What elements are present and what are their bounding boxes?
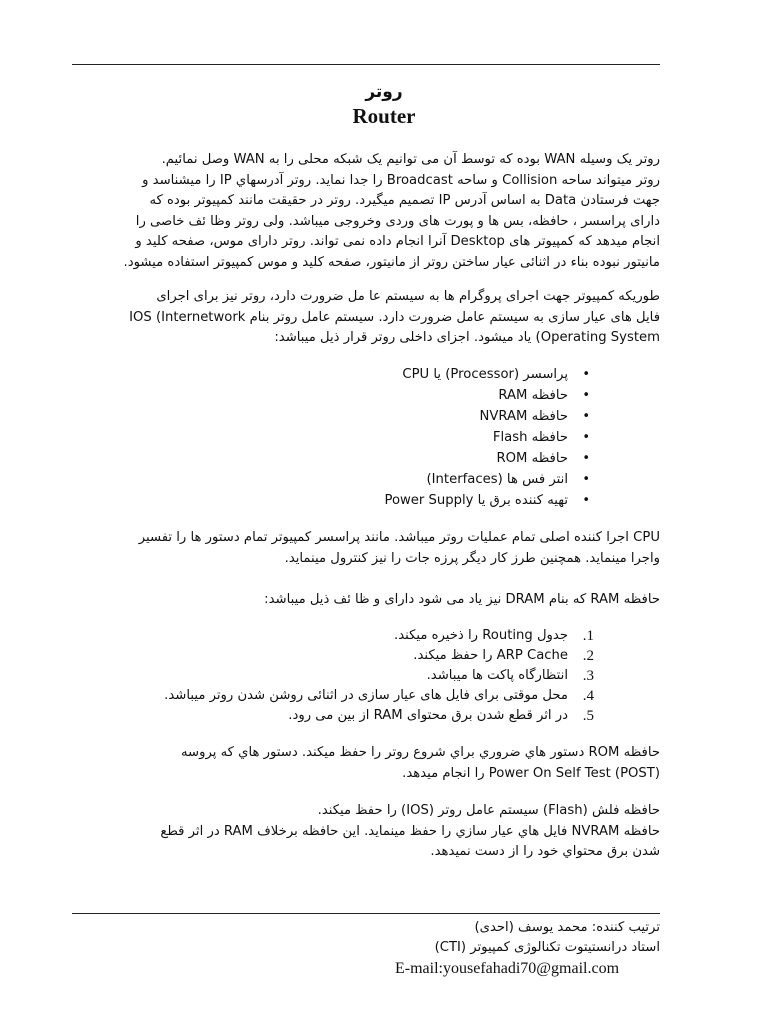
text-line: طوریکه کمپیوتر جهت اجرای پروگرام ها به سیستم عا مل ضرورت دارد، روتر نیز برای اجرای <box>156 289 660 304</box>
text-line: حافظه NVRAM فایل هاي عیار سازي را حفظ مینماید. این حافظه برخلاف RAM در اثر قطع <box>160 823 660 839</box>
text-line: شدن برق محتواي خود را از دست نمیدهد. <box>430 844 660 859</box>
page-title-persian: روتر <box>365 82 403 102</box>
list-item <box>100 666 594 686</box>
list-item: • حافظه NVRAM <box>300 406 590 427</box>
item-number: 1. <box>582 628 594 644</box>
text-line: جهت فرستادن Data به اساس آدرس IP تصمیم میگیرد. روتر در حقیقت مانند کمپیوتر بوده که <box>149 193 660 208</box>
list-item <box>100 646 594 666</box>
list-item: • حافظه Flash <box>300 427 590 448</box>
author-position: استاد درانستیتوت تکنالوژی کمپیوتر (CTI) <box>434 940 660 955</box>
cpu-paragraph <box>72 528 660 569</box>
item-number: 5. <box>582 708 594 724</box>
text-line: انجام میدهد که کمپیوتر های Desktop آنرا انجام داده نمی تواند. روتر دارای موس، صفحه کلید و <box>135 234 660 249</box>
footer-author <box>72 918 660 958</box>
author-email: E-mail:yousefahadi70@gmail.com <box>395 960 620 977</box>
flash-nvram-paragraph <box>72 801 660 863</box>
item-text: انتظارگاه پاکت ها میباشد. <box>426 668 568 683</box>
header-rule <box>72 64 660 65</box>
router-components-list <box>300 364 590 511</box>
text-line: فایل های عیار سازی به سیستم عامل ضرورت دارد. سیستم عامل روتر بنام IOS (Internetwork <box>129 309 660 325</box>
item-text: در اثر قطع شدن برق محتوای RAM از بین می رود. <box>288 708 568 723</box>
footer-rule <box>72 913 660 914</box>
text-line: مانیتور نبوده بناء در اثنائی عیار ساختن روتر از مانیتور، صفحه کلید و موس کمپیوتر استفاده میشود. <box>123 254 660 270</box>
list-item: • حافظه ROM <box>300 448 590 469</box>
text-line: روتر یک وسیله WAN بوده که توسط آن می توانیم یک شبکه محلی را به WAN وصل نمائیم. <box>161 152 660 167</box>
rom-paragraph <box>72 743 660 784</box>
ram-intro <box>72 590 660 611</box>
list-item: • حافظه RAM <box>300 385 590 406</box>
text-line: (Power On Self Test (POST را انجام میدهد. <box>402 765 660 781</box>
list-item: • تهیه کننده برق یا Power Supply <box>300 490 590 511</box>
list-item: • انتر فس ها (Interfaces) <box>300 469 590 490</box>
compiler-name: ترتیب کننده: محمد یوسف (احدی) <box>474 920 660 935</box>
text-line: CPU اجرا کننده اصلی تمام عملیات روتر میباشد. مانند پراسسر کمپیوتر تمام دستور ها را تفسیر <box>138 530 660 545</box>
text-line: واجرا مینماید. همچنین طرز کار دیگر پرزه جات را نیز کنترول مینماید. <box>284 550 660 566</box>
list-item <box>100 686 594 706</box>
item-number: 3. <box>582 668 594 684</box>
item-text: محل موقتی برای فایل های عیار سازی در اثنائی روشن شدن روتر میباشد. <box>164 688 568 703</box>
text-line: Operating System) یاد میشود. اجزای داخلی روتر قرار ذیل میباشد: <box>274 330 660 345</box>
item-number: 2. <box>582 648 594 664</box>
ram-functions-list <box>100 626 594 726</box>
item-text: ARP Cache را حفظ میکند. <box>413 648 568 663</box>
text-line: دارای پراسسر ، حافظه، بس ها و پورت های وردی وخروجی میباشد. ولی روتر وظا ئف خاصی را <box>135 213 660 229</box>
text-line: حافظه فلش (Flash) سیستم عامل روتر (IOS) را حفظ میکند. <box>317 803 660 818</box>
list-item <box>100 626 594 646</box>
text-line: روتر میتواند ساحه Collision و ساحه Broadcast را جدا نماید. روتر آدرسهاي IP را میشناسد و <box>142 172 660 188</box>
list-item: • پراسسر (Processor) یا CPU <box>300 364 590 385</box>
operating-system-paragraph <box>72 287 660 349</box>
text-line: حافظه ROM دستور هاي ضروري براي شروع روتر را حفظ میکند. دستور هاي كه پروسه <box>180 745 660 760</box>
item-number: 4. <box>582 688 594 704</box>
text-line: حافظه RAM که بنام DRAM نیز یاد می شود دارای و ظا ئف ذیل میباشد: <box>264 592 660 607</box>
intro-paragraph <box>72 150 660 273</box>
item-text: جدول Routing را ذخیره میکند. <box>394 628 568 643</box>
list-item <box>100 706 594 726</box>
page-title-english: Router <box>352 104 416 128</box>
